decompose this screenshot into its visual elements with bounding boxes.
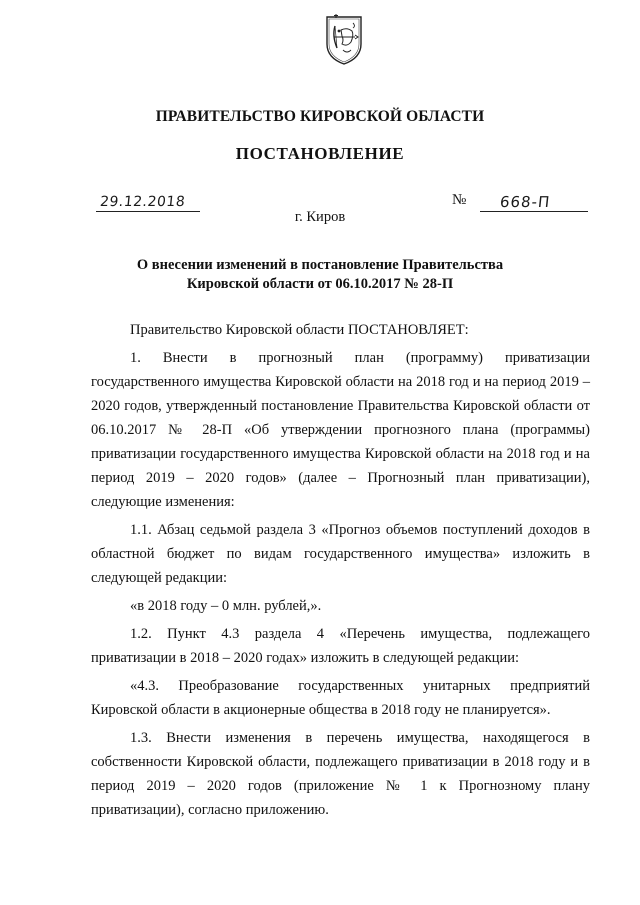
document-body <box>91 318 590 822</box>
body-paragraph: «4.3. Преобразование государственных унитарных предприятий Кировской области в акционерные общества в 2018 году не планируется». <box>91 678 590 718</box>
body-paragraph: «в 2018 году – 0 млн. рублей,». <box>130 598 322 614</box>
document-type-title: ПОСТАНОВЛЕНИЕ <box>235 144 405 163</box>
date-value: 29.12.2018 <box>99 194 187 210</box>
subject-line-1: О внесении изменений в постановление Правительства <box>136 257 504 273</box>
body-paragraph: Правительство Кировской области ПОСТАНОВЛЯЕТ: <box>130 322 469 338</box>
body-paragraph: 1.3. Внести изменения в перечень имущества, находящегося в собственности Кировской области, подлежащего приватизации в 2018 году и в период 2019 – 2020 годов (приложение № 1 к Прогнозному плану приватизации), согласно приложению. <box>91 730 590 818</box>
body-paragraph: 1.1. Абзац седьмой раздела 3 «Прогноз объемов поступлений доходов в областной бюджет по видам государственного имущества» изложить в следующей редакции: <box>91 522 590 586</box>
number-value: 668-П <box>499 193 552 211</box>
government-title: ПРАВИТЕЛЬСТВО КИРОВСКОЙ ОБЛАСТИ <box>155 108 485 125</box>
city-line: г. Киров <box>294 209 346 225</box>
number-sign: № <box>452 192 467 208</box>
coat-of-arms-icon <box>325 14 363 66</box>
body-paragraph: 1.2. Пункт 4.3 раздела 4 «Перечень имущества, подлежащего приватизации в 2018 – 2020 годах» изложить в следующей редакции: <box>91 626 590 666</box>
document-subject <box>100 256 540 294</box>
body-paragraph: 1. Внести в прогнозный план (программу) приватизации государственного имущества Кировской области на 2018 год и на период 2019 – 2020 годов, утвержденный постановление Правительства Кировской области от 06.10.2017 № 28-П «Об утверждении прогнозного плана (программы) приватизации государственного имущества Кировской области на 2018 год и на период 2019 – 2020 годов» (далее – Прогнозный план приватизации), следующие изменения: <box>91 350 590 510</box>
subject-line-2: Кировской области от 06.10.2017 № 28-П <box>186 276 454 292</box>
